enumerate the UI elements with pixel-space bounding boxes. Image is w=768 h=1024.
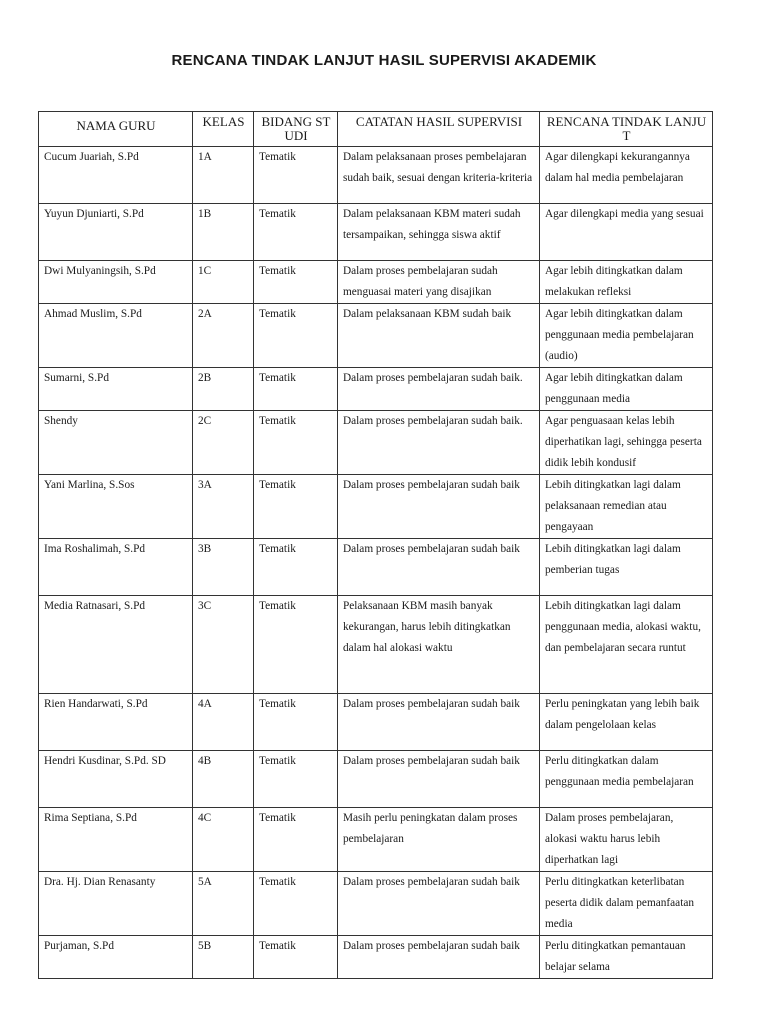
cell-catatan: Dalam pelaksanaan KBM materi sudah tersampaikan, sehingga siswa aktif — [338, 204, 540, 261]
header-nama-guru: NAMA GURU — [39, 112, 193, 147]
cell-kelas: 4B — [193, 751, 254, 808]
cell-kelas: 3C — [193, 596, 254, 694]
cell-kelas: 3A — [193, 475, 254, 539]
cell-bidang-studi: Tematik — [254, 475, 338, 539]
header-catatan-hasil-supervisi: CATATAN HASIL SUPERVISI — [338, 112, 540, 147]
cell-kelas: 5B — [193, 936, 254, 979]
table-row — [39, 475, 713, 539]
cell-rencana: Lebih ditingkatkan lagi dalam pelaksanaan remedian atau pengayaan — [540, 475, 713, 539]
cell-catatan: Dalam proses pembelajaran sudah baik — [338, 936, 540, 979]
table-header-row — [39, 112, 713, 147]
cell-catatan: Dalam pelaksanaan KBM sudah baik — [338, 304, 540, 368]
cell-nama-guru: Dra. Hj. Dian Renasanty — [39, 872, 193, 936]
cell-kelas: 2A — [193, 304, 254, 368]
cell-nama-guru: Sumarni, S.Pd — [39, 368, 193, 411]
cell-kelas: 2C — [193, 411, 254, 475]
cell-rencana: Agar penguasaan kelas lebih diperhatikan lagi, sehingga peserta didik lebih kondusif — [540, 411, 713, 475]
cell-rencana: Perlu ditingkatkan pemantauan belajar selama — [540, 936, 713, 979]
cell-bidang-studi: Tematik — [254, 539, 338, 596]
table-row — [39, 808, 713, 872]
cell-bidang-studi: Tematik — [254, 304, 338, 368]
cell-bidang-studi: Tematik — [254, 872, 338, 936]
cell-catatan: Dalam proses pembelajaran sudah baik. — [338, 368, 540, 411]
cell-catatan: Pelaksanaan KBM masih banyak kekurangan, harus lebih ditingkatkan dalam hal alokasi waktu — [338, 596, 540, 694]
cell-kelas: 1B — [193, 204, 254, 261]
cell-bidang-studi: Tematik — [254, 694, 338, 751]
cell-catatan: Dalam pelaksanaan proses pembelajaran sudah baik, sesuai dengan kriteria-kriteria — [338, 147, 540, 204]
cell-rencana: Lebih ditingkatkan lagi dalam pemberian tugas — [540, 539, 713, 596]
cell-catatan: Dalam proses pembelajaran sudah baik — [338, 539, 540, 596]
cell-bidang-studi: Tematik — [254, 596, 338, 694]
cell-bidang-studi: Tematik — [254, 368, 338, 411]
cell-nama-guru: Yani Marlina, S.Sos — [39, 475, 193, 539]
cell-rencana: Lebih ditingkatkan lagi dalam penggunaan media, alokasi waktu, dan pembelajaran secara runtut — [540, 596, 713, 694]
cell-rencana: Dalam proses pembelajaran, alokasi waktu harus lebih diperhatkan lagi — [540, 808, 713, 872]
table-row — [39, 204, 713, 261]
cell-kelas: 1C — [193, 261, 254, 304]
header-bidang-studi: BIDANG STUDI — [254, 112, 338, 147]
header-rencana-tindak-lanjut: RENCANA TINDAK LANJUT — [540, 112, 713, 147]
cell-bidang-studi: Tematik — [254, 261, 338, 304]
cell-bidang-studi: Tematik — [254, 808, 338, 872]
cell-kelas: 3B — [193, 539, 254, 596]
cell-rencana: Agar lebih ditingkatkan dalam penggunaan media pembelajaran (audio) — [540, 304, 713, 368]
table-body — [39, 147, 713, 979]
cell-nama-guru: Rima Septiana, S.Pd — [39, 808, 193, 872]
cell-nama-guru: Dwi Mulyaningsih, S.Pd — [39, 261, 193, 304]
cell-rencana: Agar dilengkapi kekurangannya dalam hal media pembelajaran — [540, 147, 713, 204]
cell-bidang-studi: Tematik — [254, 936, 338, 979]
cell-rencana: Perlu ditingkatkan dalam penggunaan media pembelajaran — [540, 751, 713, 808]
cell-catatan: Masih perlu peningkatan dalam proses pembelajaran — [338, 808, 540, 872]
header-kelas: KELAS — [193, 112, 254, 147]
cell-nama-guru: Yuyun Djuniarti, S.Pd — [39, 204, 193, 261]
cell-nama-guru: Hendri Kusdinar, S.Pd. SD — [39, 751, 193, 808]
document-title: RENCANA TINDAK LANJUT HASIL SUPERVISI AKADEMIK — [171, 52, 597, 69]
cell-bidang-studi: Tematik — [254, 411, 338, 475]
cell-catatan: Dalam proses pembelajaran sudah menguasai materi yang disajikan — [338, 261, 540, 304]
table-row — [39, 411, 713, 475]
table-row — [39, 872, 713, 936]
cell-rencana: Perlu ditingkatkan keterlibatan peserta didik dalam pemanfaatan media — [540, 872, 713, 936]
table-row — [39, 304, 713, 368]
cell-catatan: Dalam proses pembelajaran sudah baik — [338, 751, 540, 808]
table-row — [39, 368, 713, 411]
cell-rencana: Agar lebih ditingkatkan dalam melakukan refleksi — [540, 261, 713, 304]
table-row — [39, 147, 713, 204]
cell-rencana: Perlu peningkatan yang lebih baik dalam pengelolaan kelas — [540, 694, 713, 751]
cell-nama-guru: Purjaman, S.Pd — [39, 936, 193, 979]
cell-nama-guru: Ima Roshalimah, S.Pd — [39, 539, 193, 596]
table-row — [39, 694, 713, 751]
cell-catatan: Dalam proses pembelajaran sudah baik — [338, 694, 540, 751]
cell-catatan: Dalam proses pembelajaran sudah baik — [338, 872, 540, 936]
cell-nama-guru: Cucum Juariah, S.Pd — [39, 147, 193, 204]
table-row — [39, 539, 713, 596]
table-row — [39, 596, 713, 694]
table-row — [39, 936, 713, 979]
cell-nama-guru: Ahmad Muslim, S.Pd — [39, 304, 193, 368]
cell-nama-guru: Shendy — [39, 411, 193, 475]
cell-bidang-studi: Tematik — [254, 147, 338, 204]
cell-rencana: Agar dilengkapi media yang sesuai — [540, 204, 713, 261]
cell-rencana: Agar lebih ditingkatkan dalam penggunaan media — [540, 368, 713, 411]
cell-kelas: 1A — [193, 147, 254, 204]
cell-kelas: 2B — [193, 368, 254, 411]
cell-kelas: 4A — [193, 694, 254, 751]
table-row — [39, 261, 713, 304]
cell-catatan: Dalam proses pembelajaran sudah baik. — [338, 411, 540, 475]
cell-catatan: Dalam proses pembelajaran sudah baik — [338, 475, 540, 539]
cell-bidang-studi: Tematik — [254, 204, 338, 261]
cell-nama-guru: Rien Handarwati, S.Pd — [39, 694, 193, 751]
table-row — [39, 751, 713, 808]
cell-nama-guru: Media Ratnasari, S.Pd — [39, 596, 193, 694]
supervision-table — [38, 111, 713, 979]
cell-kelas: 4C — [193, 808, 254, 872]
cell-kelas: 5A — [193, 872, 254, 936]
cell-bidang-studi: Tematik — [254, 751, 338, 808]
